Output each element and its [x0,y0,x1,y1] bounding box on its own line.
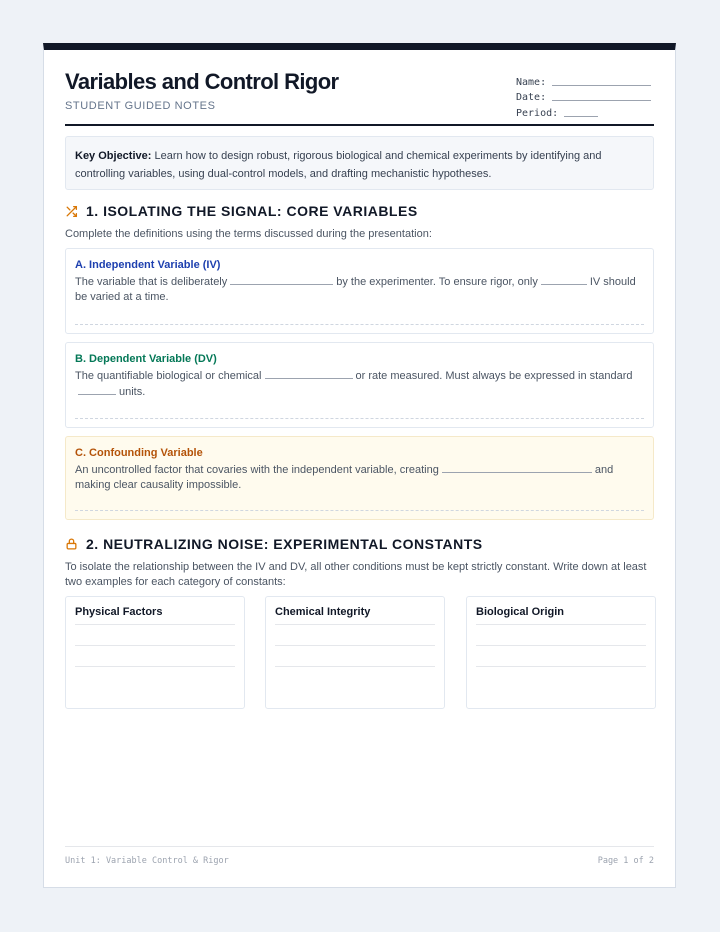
physical-factors-title: Physical Factors [75,597,235,625]
confounding-answer-line[interactable] [75,510,644,511]
independent-variable-card [65,248,654,334]
section-2-title: 2. NEUTRALIZING NOISE: EXPERIMENTAL CONSTANTS [86,536,483,552]
date-blank[interactable] [552,100,651,101]
physical-factors-line-2[interactable] [75,646,235,667]
dv-blank-2[interactable] [78,384,116,395]
iv-text-1: The variable that is deliberately [75,276,228,288]
physical-factors-box [65,596,245,709]
chemical-integrity-line-1[interactable] [275,625,435,646]
card-body-confounding [75,462,644,492]
dv-text-2: or rate measured. Must always be expressed in standard [355,370,633,382]
iv-blank-1[interactable] [230,274,333,285]
date-label: Date: [516,92,547,103]
lock-icon [65,537,78,551]
period-label: Period: [516,107,559,119]
dv-text-1: The quantifiable biological or chemical [75,370,262,382]
student-info-fields [516,72,654,119]
section-2-heading [65,536,483,552]
period-field[interactable] [516,103,654,119]
biological-origin-title: Biological Origin [476,597,646,625]
biological-origin-line-1[interactable] [476,625,646,646]
iv-text-2: by the experimenter. To ensure rigor, only [336,276,538,288]
confounding-variable-card [65,436,654,520]
section-1-instruction: Complete the definitions using the terms discussed during the presentation: [65,228,432,240]
page-footer [65,856,654,866]
card-body-dv [75,368,644,399]
physical-factors-line-1[interactable] [75,625,235,646]
page-content [65,50,654,887]
footer-unit-label: Unit 1: Variable Control & Rigor [65,856,229,866]
dv-blank-1[interactable] [265,368,353,379]
objective-label: Key Objective: [75,150,152,162]
chemical-integrity-title: Chemical Integrity [275,597,435,625]
shuffle-icon [65,205,78,218]
date-field[interactable] [516,88,654,104]
worksheet-page [43,43,676,888]
section-1-heading [65,203,418,219]
footer-divider [65,846,654,847]
page-title: Variables and Control Rigor [65,69,339,94]
card-body-iv [75,274,644,304]
page-number: Page 1 of 2 [597,856,654,866]
chemical-integrity-box [265,596,445,709]
section-2-instruction: To isolate the relationship between the IV and DV, all other conditions must be kept strictly constant. Write down at least two examples for each category of constants: [65,561,647,588]
period-blank[interactable] [564,116,598,117]
card-title-iv: A. Independent Variable (IV) [75,259,221,271]
iv-blank-2[interactable] [541,274,587,285]
card-title-confounding: C. Confounding Variable [75,447,203,459]
iv-text-3: IV should be varied at a time. [75,276,636,303]
header-divider [65,124,654,126]
confounding-text-1: An uncontrolled factor that covaries with the independent variable, creating [75,464,439,476]
card-title-dv: B. Dependent Variable (DV) [75,353,217,365]
key-objective-box [65,136,654,190]
dependent-variable-card [65,342,654,428]
page-subtitle: STUDENT GUIDED NOTES [65,100,216,112]
biological-origin-box [466,596,656,709]
name-field[interactable] [516,72,654,88]
section-1-title: 1. ISOLATING THE SIGNAL: CORE VARIABLES [86,203,418,219]
objective-text: Learn how to design robust, rigorous biological and chemical experiments by identifying and controlling variables, using dual-control models, and drafting mechanistic hypotheses. [75,150,602,180]
biological-origin-line-2[interactable] [476,646,646,667]
confounding-blank-1[interactable] [442,462,592,473]
name-blank[interactable] [552,85,651,86]
chemical-integrity-line-2[interactable] [275,646,435,667]
dv-answer-line[interactable] [75,418,644,419]
name-label: Name: [516,76,547,88]
dv-text-3: units. [119,385,146,398]
confounding-text-2: and making clear causality impossible. [75,464,614,491]
iv-answer-line[interactable] [75,324,644,325]
